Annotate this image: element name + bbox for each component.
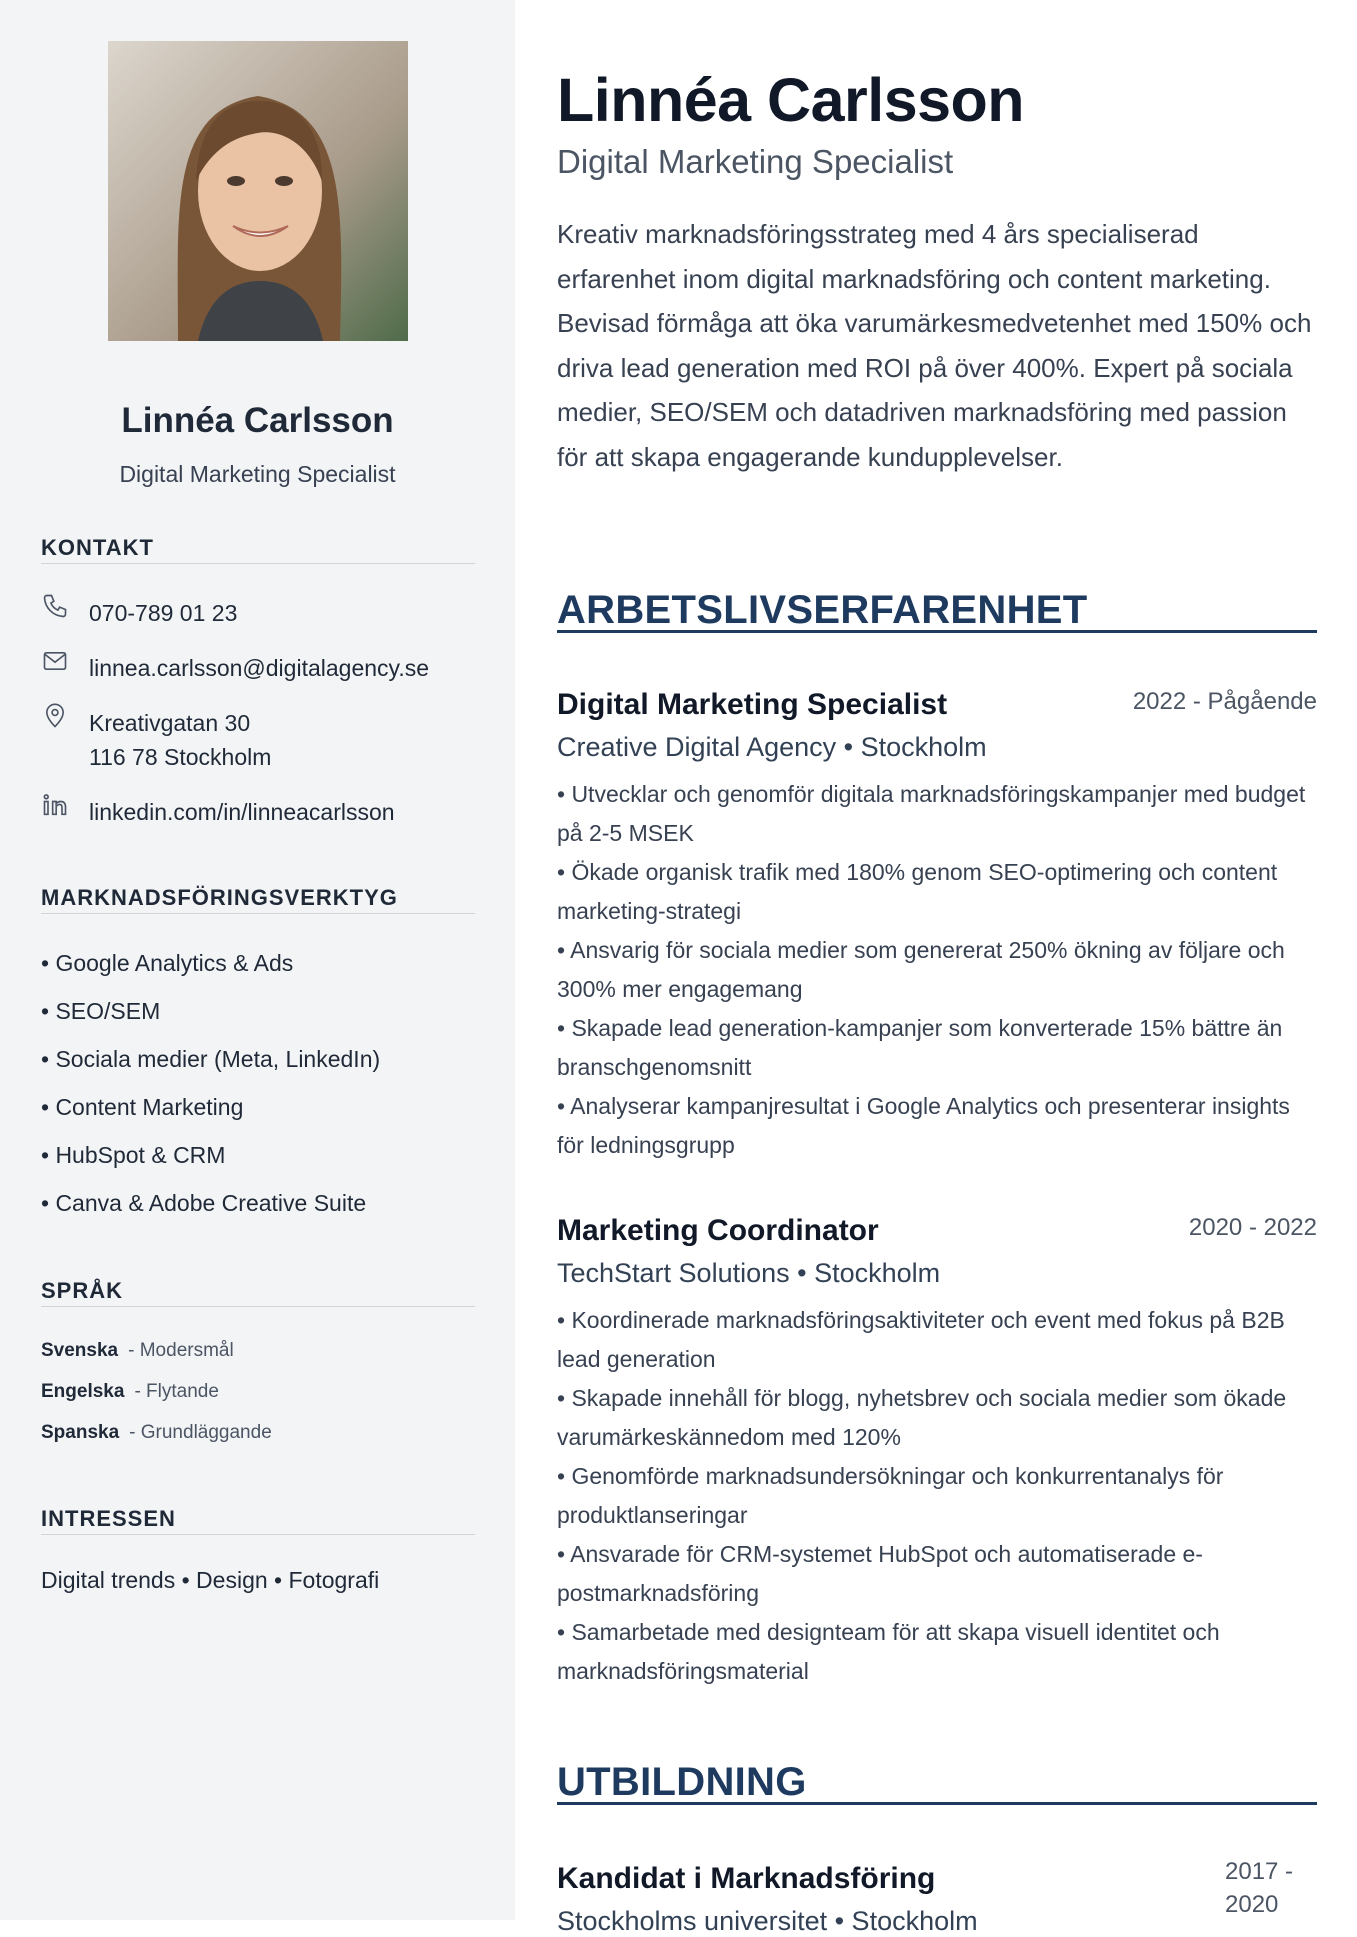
contact-heading: KONTAKT	[41, 535, 475, 564]
main-subtitle: Digital Marketing Specialist	[557, 143, 954, 180]
language-name: Spanska	[41, 1422, 120, 1443]
education-years: 2017 - 2020	[1225, 1858, 1294, 1918]
list-item: • Skapade lead generation-kampanjer som konverterade 15% bättre än branschgenomsnitt	[557, 1015, 1283, 1080]
job-years: 2020 - 2022	[1188, 1214, 1317, 1241]
languages-heading: SPRÅK	[41, 1278, 475, 1307]
list-item: • Canva & Adobe Creative Suite	[41, 1190, 367, 1216]
language-row	[41, 1337, 272, 1378]
languages-list	[41, 1337, 272, 1460]
list-item: • Genomförde marknadsundersökningar och konkurrentanalys för produktlanseringar	[557, 1463, 1224, 1528]
list-item: • Content Marketing	[41, 1094, 244, 1120]
job-years: 2022 - Pågående	[1132, 688, 1317, 715]
job-title: Digital Marketing Specialist	[557, 688, 948, 721]
language-row	[41, 1378, 272, 1419]
contact-address	[41, 706, 271, 774]
address-line-1: Kreativgatan 30	[89, 710, 251, 736]
experience-heading: ARBETSLIVSERFARENHET	[557, 590, 1317, 633]
list-item: • Google Analytics & Ads	[41, 950, 294, 976]
job-company: Creative Digital Agency • Stockholm	[557, 732, 987, 762]
sidebar	[0, 0, 515, 1920]
phone-icon	[41, 592, 69, 620]
education-school: Stockholms universitet • Stockholm	[557, 1906, 978, 1936]
list-item: • Koordinerade marknadsföringsaktiviteter och event med fokus på B2B lead generation	[557, 1307, 1285, 1372]
list-item: • Sociala medier (Meta, LinkedIn)	[41, 1046, 381, 1072]
address-line-2: 116 78 Stockholm	[89, 744, 272, 770]
language-level: - Modersmål	[128, 1340, 234, 1361]
list-item: • HubSpot & CRM	[41, 1142, 226, 1168]
list-item: • Ökade organisk trafik med 180% genom SEO-optimering och content marketing-strategi	[557, 859, 1278, 924]
job-company: TechStart Solutions • Stockholm	[557, 1258, 941, 1288]
education-degree: Kandidat i Marknadsföring	[557, 1862, 936, 1895]
job-bullets	[557, 775, 1317, 1165]
list-item: • Skapade innehåll för blogg, nyhetsbrev och sociala medier som ökade varumärkeskännedom med 120%	[557, 1385, 1287, 1450]
education-entry	[557, 1862, 1317, 1936]
language-name: Engelska	[41, 1381, 125, 1402]
job-entry	[557, 688, 1317, 1165]
main-content	[515, 0, 1357, 1936]
linkedin-text[interactable]: linkedin.com/in/linneacarlsson	[89, 799, 395, 825]
job-bullets	[557, 1301, 1317, 1691]
contact-phone	[41, 596, 237, 630]
list-item: • Utvecklar och genomför digitala marknadsföringskampanjer med budget på 2-5 MSEK	[557, 781, 1306, 846]
list-item: • Analyserar kampanjresultat i Google Analytics och presenterar insights för ledningsgrupp	[557, 1093, 1290, 1158]
contact-linkedin	[41, 795, 395, 829]
job-title: Marketing Coordinator	[557, 1214, 879, 1247]
mail-icon	[41, 647, 69, 675]
language-level: - Grundläggande	[129, 1422, 272, 1443]
interests-heading: INTRESSEN	[41, 1506, 475, 1535]
summary-text: Kreativ marknadsföringsstrateg med 4 års specialiserad erfarenhet inom digital marknadsföring och content marketing. Bevisad förmåga att öka varumärkesmedvetenhet med 150% och driva lead generation med ROI på över 400%. Expert på sociala medier, SEO/SEM och datadriven marknadsföring med passion för att skapa engagerande kundupplevelser.	[557, 219, 1312, 472]
job-entry	[557, 1214, 1317, 1691]
linkedin-icon	[41, 791, 69, 819]
tools-list	[41, 946, 380, 1234]
avatar-portrait-image	[108, 41, 408, 341]
location-icon	[41, 702, 69, 730]
avatar	[108, 41, 408, 341]
page-title: Linnéa Carlsson	[557, 66, 1025, 134]
language-level: - Flytande	[134, 1381, 219, 1402]
sidebar-title: Digital Marketing Specialist	[119, 461, 396, 487]
tools-heading: MARKNADSFÖRINGSVERKTYG	[41, 885, 475, 914]
list-item: • Ansvarig för sociala medier som genererat 250% ökning av följare och 300% mer engagemang	[557, 937, 1285, 1002]
language-name: Svenska	[41, 1340, 119, 1361]
contact-email	[41, 651, 429, 685]
sidebar-name: Linnéa Carlsson	[121, 401, 394, 440]
list-item: • Ansvarade för CRM-systemet HubSpot och automatiserade e-postmarknadsföring	[557, 1541, 1203, 1606]
email-text[interactable]: linnea.carlsson@digitalagency.se	[89, 655, 430, 681]
language-row	[41, 1419, 272, 1460]
education-heading: UTBILDNING	[557, 1762, 1317, 1805]
list-item: • SEO/SEM	[41, 998, 161, 1024]
interests-text: Digital trends • Design • Fotografi	[41, 1567, 380, 1593]
list-item: • Samarbetade med designteam för att skapa visuell identitet och marknadsföringsmaterial	[557, 1619, 1220, 1684]
phone-text[interactable]: 070-789 01 23	[89, 600, 238, 626]
